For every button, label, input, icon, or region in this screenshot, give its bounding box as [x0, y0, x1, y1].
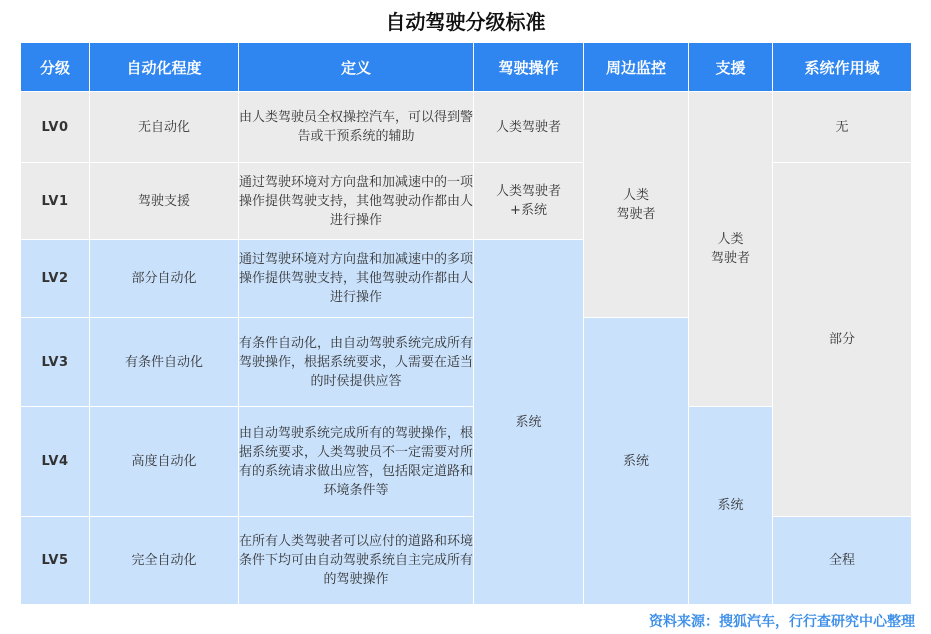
driving-mixed-line2: +系统 — [510, 203, 547, 218]
definition-cell: 通过驾驶环境对方向盘和加减速中的多项操作提供驾驶支持，其他驾驶动作都由人进行操作 — [239, 240, 474, 318]
header-degree: 自动化程度 — [90, 43, 239, 92]
support-cell — [689, 92, 773, 407]
header-scope: 系统作用域 — [773, 43, 912, 92]
table-row — [21, 92, 912, 163]
header-row — [21, 43, 912, 92]
monitoring-cell — [584, 92, 689, 318]
monitoring-human-line1: 人类 — [622, 187, 649, 203]
level-cell: LV1 — [21, 163, 90, 240]
page-title: 自动驾驶分级标准 — [385, 10, 546, 34]
source-note: 资料来源：搜狐汽车，行行查研究中心整理 — [649, 614, 915, 630]
table-row — [21, 163, 912, 240]
level-cell: LV3 — [21, 318, 90, 407]
degree-cell: 驾驶支援 — [90, 163, 239, 240]
level-cell: LV0 — [21, 92, 90, 163]
table-row — [21, 517, 912, 605]
support-human-line1: 人类 — [717, 232, 744, 247]
support-human-line2: 驾驶者 — [710, 251, 750, 266]
level-cell: LV5 — [21, 517, 90, 605]
scope-cell: 全程 — [773, 517, 912, 605]
scope-cell: 部分 — [773, 163, 912, 517]
degree-cell: 完全自动化 — [90, 517, 239, 605]
level-cell: LV4 — [21, 407, 90, 517]
header-definition: 定义 — [239, 43, 474, 92]
driving-mixed-line1: 人类驾驶者 — [495, 184, 561, 199]
header-monitoring: 周边监控 — [584, 43, 689, 92]
driving-cell: 系统 — [474, 240, 584, 605]
header-level: 分级 — [21, 43, 90, 92]
monitoring-cell: 系统 — [584, 318, 689, 605]
driving-cell: 人类驾驶者 — [474, 92, 584, 163]
level-cell: LV2 — [21, 240, 90, 318]
degree-cell: 无自动化 — [90, 92, 239, 163]
header-support: 支援 — [689, 43, 773, 92]
autonomy-levels-table — [20, 42, 912, 605]
header-driving: 驾驶操作 — [474, 43, 584, 92]
driving-cell — [474, 163, 584, 240]
definition-cell: 由人类驾驶员全权操控汽车，可以得到警告或干预系统的辅助 — [239, 92, 474, 163]
support-cell: 系统 — [689, 407, 773, 605]
definition-cell: 通过驾驶环境对方向盘和加减速中的一项操作提供驾驶支持，其他驾驶动作都由人进行操作 — [239, 163, 474, 240]
definition-cell: 在所有人类驾驶者可以应付的道路和环境条件下均可由自动驾驶系统自主完成所有的驾驶操作 — [239, 517, 474, 605]
degree-cell: 部分自动化 — [90, 240, 239, 318]
definition-cell: 有条件自动化，由自动驾驶系统完成所有驾驶操作，根据系统要求，人需要在适当的时侯提供应答 — [239, 318, 474, 407]
degree-cell: 有条件自动化 — [90, 318, 239, 407]
scope-cell: 无 — [773, 92, 912, 163]
definition-cell: 由自动驾驶系统完成所有的驾驶操作，根据系统要求，人类驾驶员不一定需要对所有的系统请求做出应答，包括限定道路和环境条件等 — [239, 407, 474, 517]
degree-cell: 高度自动化 — [90, 407, 239, 517]
monitoring-human-line2: 驾驶者 — [616, 206, 656, 222]
